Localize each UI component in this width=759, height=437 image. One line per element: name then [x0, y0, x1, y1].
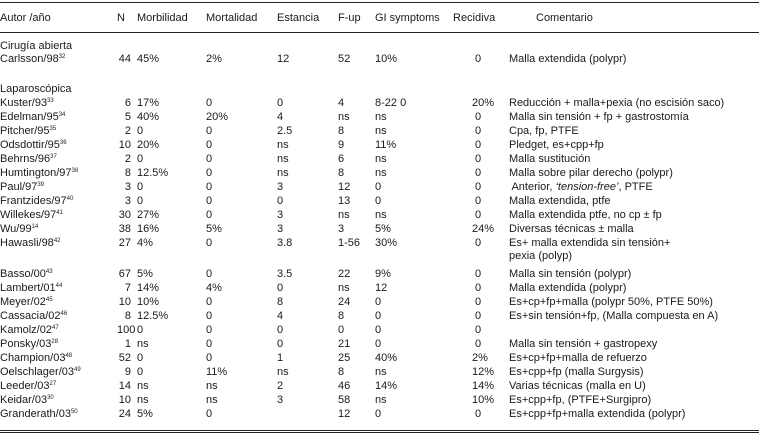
morbidity-cell: 4%	[137, 237, 153, 249]
gi-cell: 8-22 0	[375, 97, 407, 109]
author-name: Ponsky/03	[0, 338, 52, 350]
comment-cell	[509, 394, 651, 406]
author-name: Behrns/96	[0, 153, 51, 165]
author-cell	[0, 125, 56, 137]
author-cell	[0, 380, 56, 392]
n-cell: 10	[118, 139, 131, 151]
morbidity-cell: ns	[137, 338, 149, 350]
n-cell: 44	[118, 53, 131, 65]
recurrence-cell: 0	[475, 111, 482, 123]
author-name: Leeder/03	[0, 380, 50, 392]
comment-text: Es+cpp+fp, (PTFE+Surgipro)	[509, 394, 652, 406]
comment-text: Pledget, es+cpp+fp	[509, 139, 604, 151]
mortality-cell: 20%	[206, 111, 229, 123]
author-cell	[0, 153, 57, 165]
fup-cell: ns	[338, 209, 350, 221]
stay-cell: 0	[277, 97, 284, 109]
reference-number: 38	[71, 168, 79, 174]
reference-number: 41	[56, 210, 63, 216]
author-name: Frantzides/97	[0, 195, 67, 207]
author-name: Lambert/01	[0, 282, 56, 294]
fup-cell: 21	[338, 338, 351, 350]
stay-cell: 3.5	[277, 268, 293, 280]
author-name: Paul/97	[0, 181, 38, 193]
fup-cell: 8	[338, 310, 345, 322]
mortality-cell: 0	[206, 310, 213, 322]
recurrence-cell: 0	[475, 195, 482, 207]
recurrence-cell: 0	[475, 296, 482, 308]
gi-cell: 0	[375, 296, 382, 308]
mortality-cell: 5%	[206, 223, 222, 235]
stay-cell: ns	[277, 167, 289, 179]
gi-cell: ns	[375, 125, 387, 137]
author-cell	[0, 366, 81, 378]
comment-text: Malla extendida (polypr)	[509, 53, 627, 65]
gi-cell: ns	[375, 153, 387, 165]
morbidity-cell: 0	[137, 125, 144, 137]
author-cell	[0, 338, 58, 350]
gi-cell: 9%	[375, 268, 391, 280]
author-name: Meyer/02	[0, 296, 46, 308]
fup-cell: 0	[338, 324, 345, 336]
header-comment: Comentario	[536, 12, 593, 24]
gi-cell: 0	[375, 310, 382, 322]
section-open-surgery: Cirugía abierta	[0, 40, 73, 52]
author-name: Edelman/95	[0, 111, 59, 123]
reference-number: 28	[51, 339, 59, 345]
gi-cell: 40%	[375, 352, 398, 364]
comment-cell	[509, 352, 647, 364]
stay-cell: 3.8	[277, 237, 293, 249]
gi-cell: ns	[375, 394, 387, 406]
fup-cell: 1-56	[338, 237, 361, 249]
gi-cell: 5%	[375, 223, 391, 235]
mortality-cell: 0	[206, 268, 213, 280]
author-cell	[0, 324, 59, 336]
morbidity-cell: 17%	[137, 97, 160, 109]
author-name: Champion/03	[0, 352, 66, 364]
comment-cell	[509, 338, 657, 350]
header-gi: GI symptoms	[375, 12, 440, 24]
recurrence-cell: 2%	[472, 352, 488, 364]
mortality-cell: 0	[206, 209, 213, 221]
author-name: Keidar/03	[0, 394, 48, 406]
n-cell: 2	[124, 125, 131, 137]
gi-cell: ns	[375, 209, 387, 221]
comment-cell	[509, 268, 631, 280]
n-cell: 38	[118, 223, 131, 235]
gi-cell: ns	[375, 111, 387, 123]
fup-cell: 8	[338, 366, 345, 378]
comment-text: Malla extendida, ptfe	[509, 195, 611, 207]
n-cell: 10	[118, 296, 131, 308]
recurrence-cell: 0	[475, 53, 482, 65]
gi-cell: 11%	[375, 139, 397, 151]
stay-cell: ns	[277, 139, 289, 151]
comment-text: Malla sustitución	[509, 153, 591, 165]
comment-text: Diversas técnicas ± malla	[509, 223, 634, 235]
comment-text-tail: , PTFE	[618, 181, 653, 193]
author-name: Kamolz/02	[0, 324, 52, 336]
fup-cell: 24	[338, 296, 351, 308]
reference-number: 50	[70, 409, 78, 415]
author-cell	[0, 195, 73, 207]
comment-cell	[509, 237, 670, 249]
fup-cell: 8	[338, 125, 345, 137]
n-cell: 10	[118, 394, 131, 406]
comment-text: Anterior,	[509, 181, 556, 193]
recurrence-cell: 0	[475, 282, 482, 294]
table-bottom-rule-double	[0, 432, 759, 433]
author-cell	[0, 223, 38, 235]
comment-text: Es+cp+fp+malla de refuerzo	[509, 352, 647, 364]
stay-cell: 8	[277, 296, 284, 308]
morbidity-cell: 0	[137, 153, 144, 165]
reference-number: 46	[60, 311, 68, 317]
comment-text: Es+ malla extendida sin tensión+	[509, 237, 671, 249]
n-cell: 6	[124, 97, 131, 109]
author-cell	[0, 352, 72, 364]
stay-cell: 0	[277, 282, 284, 294]
mortality-cell: 4%	[206, 282, 222, 294]
gi-cell: ns	[375, 366, 387, 378]
stay-cell: 3	[277, 181, 284, 193]
comment-text: Es+sin tensión+fp, (Malla compuesta en A)	[509, 310, 719, 322]
stay-cell: 0	[277, 324, 284, 336]
recurrence-cell: 0	[475, 268, 482, 280]
author-cell	[0, 282, 62, 294]
comment-cell	[509, 181, 653, 193]
header-mortality: Mortalidad	[206, 12, 258, 24]
author-name: Oelschlager/03	[0, 366, 74, 378]
gi-cell: 30%	[375, 237, 398, 249]
author-cell	[0, 237, 61, 249]
comment-cell	[509, 282, 626, 294]
comment-text: Es+cpp+fp (malla Surgysis)	[509, 366, 644, 378]
stay-cell: 2.5	[277, 125, 293, 137]
n-cell: 2	[124, 153, 131, 165]
comment-cell	[509, 195, 611, 207]
n-cell: 67	[118, 268, 131, 280]
author-cell	[0, 268, 53, 280]
mortality-cell: 0	[206, 125, 213, 137]
author-name: Pitcher/95	[0, 125, 50, 137]
comment-cell	[509, 111, 689, 123]
comment-emphasis: ‘tension-free’	[555, 181, 619, 193]
comment-text: Malla sin tensión + gastropexy	[509, 338, 658, 350]
author-name: Cassacia/02	[0, 310, 61, 322]
fup-cell: 22	[338, 268, 351, 280]
mortality-cell: 0	[206, 139, 213, 151]
n-cell: 24	[118, 408, 131, 420]
gi-cell: 0	[375, 181, 382, 193]
fup-cell: 12	[338, 408, 351, 420]
recurrence-cell: 0	[475, 310, 482, 322]
morbidity-cell: 45%	[137, 53, 160, 65]
reference-number: 39	[37, 182, 44, 188]
mortality-cell: 0	[206, 153, 213, 165]
n-cell: 5	[124, 111, 131, 123]
header-fup: F-up	[338, 12, 361, 24]
comment-cell	[509, 223, 634, 235]
comment-text: Malla sin tensión (polypr)	[509, 268, 632, 280]
morbidity-cell: 40%	[137, 111, 160, 123]
author-cell	[0, 53, 65, 65]
morbidity-cell: 0	[137, 366, 144, 378]
n-cell: 100	[117, 324, 136, 336]
n-cell: 30	[118, 209, 131, 221]
author-name: Willekes/97	[0, 209, 57, 221]
header-rule	[0, 32, 759, 33]
morbidity-cell: 5%	[137, 268, 153, 280]
n-cell: 14	[118, 380, 131, 392]
recurrence-cell: 14%	[472, 380, 495, 392]
stay-cell: 2	[277, 380, 284, 392]
mortality-cell: 0	[206, 352, 213, 364]
gi-cell: ns	[375, 167, 387, 179]
author-name: Carlsson/98	[0, 53, 59, 65]
recurrence-cell: 0	[475, 167, 482, 179]
morbidity-cell: 16%	[137, 223, 160, 235]
comment-cell	[509, 296, 713, 308]
morbidity-cell: 12.5%	[137, 310, 169, 322]
morbidity-cell: ns	[137, 394, 149, 406]
author-name: Humtington/97	[0, 167, 72, 179]
header-n: N	[117, 12, 125, 24]
header-author: Autor /año	[0, 12, 51, 24]
reference-number: 48	[65, 353, 73, 359]
reference-number: 30	[47, 395, 54, 401]
recurrence-cell: 0	[475, 338, 482, 350]
gi-cell: 10%	[375, 53, 398, 65]
morbidity-cell: ns	[137, 380, 149, 392]
author-cell	[0, 139, 67, 151]
stay-cell: ns	[277, 153, 289, 165]
fup-cell: 13	[338, 195, 351, 207]
n-cell: 7	[124, 282, 131, 294]
fup-cell: ns	[338, 111, 350, 123]
comment-text: Cpa, fp, PTFE	[509, 125, 579, 137]
recurrence-cell: 0	[475, 139, 482, 151]
mortality-cell: 0	[206, 324, 213, 336]
comment-cell	[509, 209, 662, 221]
reference-number: 44	[55, 283, 63, 289]
fup-cell: 9	[338, 139, 345, 151]
recurrence-cell: 10%	[472, 394, 495, 406]
fup-cell: 4	[338, 97, 345, 109]
mortality-cell: 0	[206, 237, 213, 249]
author-cell	[0, 97, 54, 109]
reference-number: 45	[45, 297, 53, 303]
reference-number: 33	[47, 98, 54, 104]
n-cell: 27	[118, 237, 131, 249]
n-cell: 8	[124, 167, 131, 179]
morbidity-cell: 12.5%	[137, 167, 169, 179]
stay-cell: ns	[277, 366, 289, 378]
reference-number: 49	[74, 367, 81, 373]
comment-cell	[509, 408, 685, 420]
reference-number: 27	[49, 381, 57, 387]
mortality-cell: 0	[206, 338, 213, 350]
recurrence-cell: 12%	[472, 366, 495, 378]
comment-cell	[509, 310, 718, 322]
fup-cell: 58	[338, 394, 351, 406]
gi-cell: 14%	[375, 380, 398, 392]
author-cell	[0, 408, 78, 420]
comment-text: Malla extendida ptfe, no cp ± fp	[509, 209, 662, 221]
table-bottom-rule	[0, 430, 759, 431]
mortality-cell: 0	[206, 296, 213, 308]
comment-cell	[509, 139, 604, 151]
recurrence-cell: 0	[475, 153, 482, 165]
morbidity-cell: 20%	[137, 139, 160, 151]
n-cell: 1	[124, 338, 131, 350]
reference-number: 36	[59, 140, 67, 146]
author-cell	[0, 111, 65, 123]
author-name: Odsdottir/95	[0, 139, 60, 151]
author-cell	[0, 296, 53, 308]
comment-text: Es+cp+fp+malla (polypr 50%, PTFE 50%)	[509, 296, 713, 308]
reference-number: 43	[45, 269, 53, 275]
comment-continuation: pexia (polyp)	[509, 250, 572, 262]
reference-number: 34	[58, 112, 66, 118]
mortality-cell: 0	[206, 167, 213, 179]
n-cell: 3	[124, 181, 131, 193]
gi-cell: 0	[375, 195, 382, 207]
mortality-cell: ns	[206, 380, 218, 392]
author-name: Hawasli/98	[0, 237, 54, 249]
reference-number: 40	[66, 196, 74, 202]
recurrence-cell: 0	[475, 181, 482, 193]
author-name: Wu/99	[0, 223, 32, 235]
header-recurrence: Recidiva	[453, 12, 496, 24]
comment-text: Malla sin tensión + fp + gastrostomía	[509, 111, 689, 123]
comment-cell	[509, 380, 646, 392]
comment-cell	[509, 125, 579, 137]
stay-cell: 0	[277, 338, 284, 350]
recurrence-cell: 24%	[472, 223, 495, 235]
author-name: Kuster/93	[0, 97, 48, 109]
fup-cell: 3	[338, 223, 345, 235]
comment-text: Es+cpp+fp+malla extendida (polypr)	[509, 408, 686, 420]
stay-cell: 3	[277, 209, 284, 221]
reference-number: 37	[50, 154, 57, 160]
mortality-cell: 0	[206, 408, 213, 420]
comment-cell	[509, 53, 626, 65]
stay-cell: 3	[277, 223, 284, 235]
stay-cell: 4	[277, 111, 284, 123]
fup-cell: 46	[338, 380, 351, 392]
author-cell	[0, 181, 44, 193]
morbidity-cell: 0	[137, 195, 144, 207]
fup-cell: 12	[338, 181, 351, 193]
morbidity-cell: 0	[137, 181, 144, 193]
table-top-rule	[0, 2, 759, 3]
author-cell	[0, 310, 67, 322]
header-morbidity: Morbilidad	[137, 12, 188, 24]
recurrence-cell: 0	[475, 408, 482, 420]
stay-cell: 3	[277, 394, 284, 406]
stay-cell: 0	[277, 195, 284, 207]
n-cell: 52	[118, 352, 131, 364]
comment-text: Reducción + malla+pexia (no escisión saco)	[509, 97, 725, 109]
mortality-cell: 11%	[206, 366, 228, 378]
gi-cell: 0	[375, 408, 382, 420]
mortality-cell: 0	[206, 97, 213, 109]
recurrence-cell: 0	[475, 324, 482, 336]
stay-cell: 1	[277, 352, 284, 364]
author-name: Granderath/03	[0, 408, 71, 420]
stay-cell: 4	[277, 310, 284, 322]
header-stay: Estancia	[277, 12, 320, 24]
recurrence-cell: 0	[475, 237, 482, 249]
comment-cell	[509, 97, 724, 109]
morbidity-cell: 10%	[137, 296, 160, 308]
gi-cell: 0	[375, 324, 382, 336]
comment-text: Malla sobre pilar derecho (polypr)	[509, 167, 673, 179]
fup-cell: 52	[338, 53, 351, 65]
gi-cell: 0	[375, 338, 382, 350]
comment-text: Malla extendida (polypr)	[509, 282, 627, 294]
fup-cell: ns	[338, 282, 350, 294]
recurrence-cell: 20%	[472, 97, 495, 109]
comment-text: Varias técnicas (malla en U)	[509, 380, 646, 392]
fup-cell: 25	[338, 352, 351, 364]
author-cell	[0, 167, 78, 179]
morbidity-cell: 27%	[137, 209, 160, 221]
mortality-cell: 0	[206, 195, 213, 207]
author-cell	[0, 209, 63, 221]
comment-cell	[509, 153, 590, 165]
reference-number: 14	[31, 224, 39, 230]
mortality-cell: 2%	[206, 53, 222, 65]
recurrence-cell: 0	[475, 125, 482, 137]
n-cell: 3	[124, 195, 131, 207]
stay-cell: 12	[277, 53, 290, 65]
comment-cell	[509, 366, 644, 378]
n-cell: 9	[124, 366, 131, 378]
reference-number: 35	[49, 126, 57, 132]
n-cell: 8	[124, 310, 131, 322]
reference-number: 42	[53, 238, 61, 244]
morbidity-cell: 0	[137, 324, 144, 336]
morbidity-cell: 0	[137, 352, 144, 364]
fup-cell: 8	[338, 167, 345, 179]
reference-number: 47	[51, 325, 59, 331]
morbidity-cell: 5%	[137, 408, 153, 420]
section-laparoscopic: Laparoscópica	[0, 83, 72, 95]
mortality-cell: ns	[206, 394, 218, 406]
author-name: Basso/00	[0, 268, 46, 280]
fup-cell: 6	[338, 153, 345, 165]
reference-number: 32	[58, 54, 66, 60]
comment-cell	[509, 167, 673, 179]
morbidity-cell: 14%	[137, 282, 160, 294]
gi-cell: 12	[375, 282, 388, 294]
author-cell	[0, 394, 54, 406]
recurrence-cell: 0	[475, 209, 482, 221]
mortality-cell: 0	[206, 181, 213, 193]
